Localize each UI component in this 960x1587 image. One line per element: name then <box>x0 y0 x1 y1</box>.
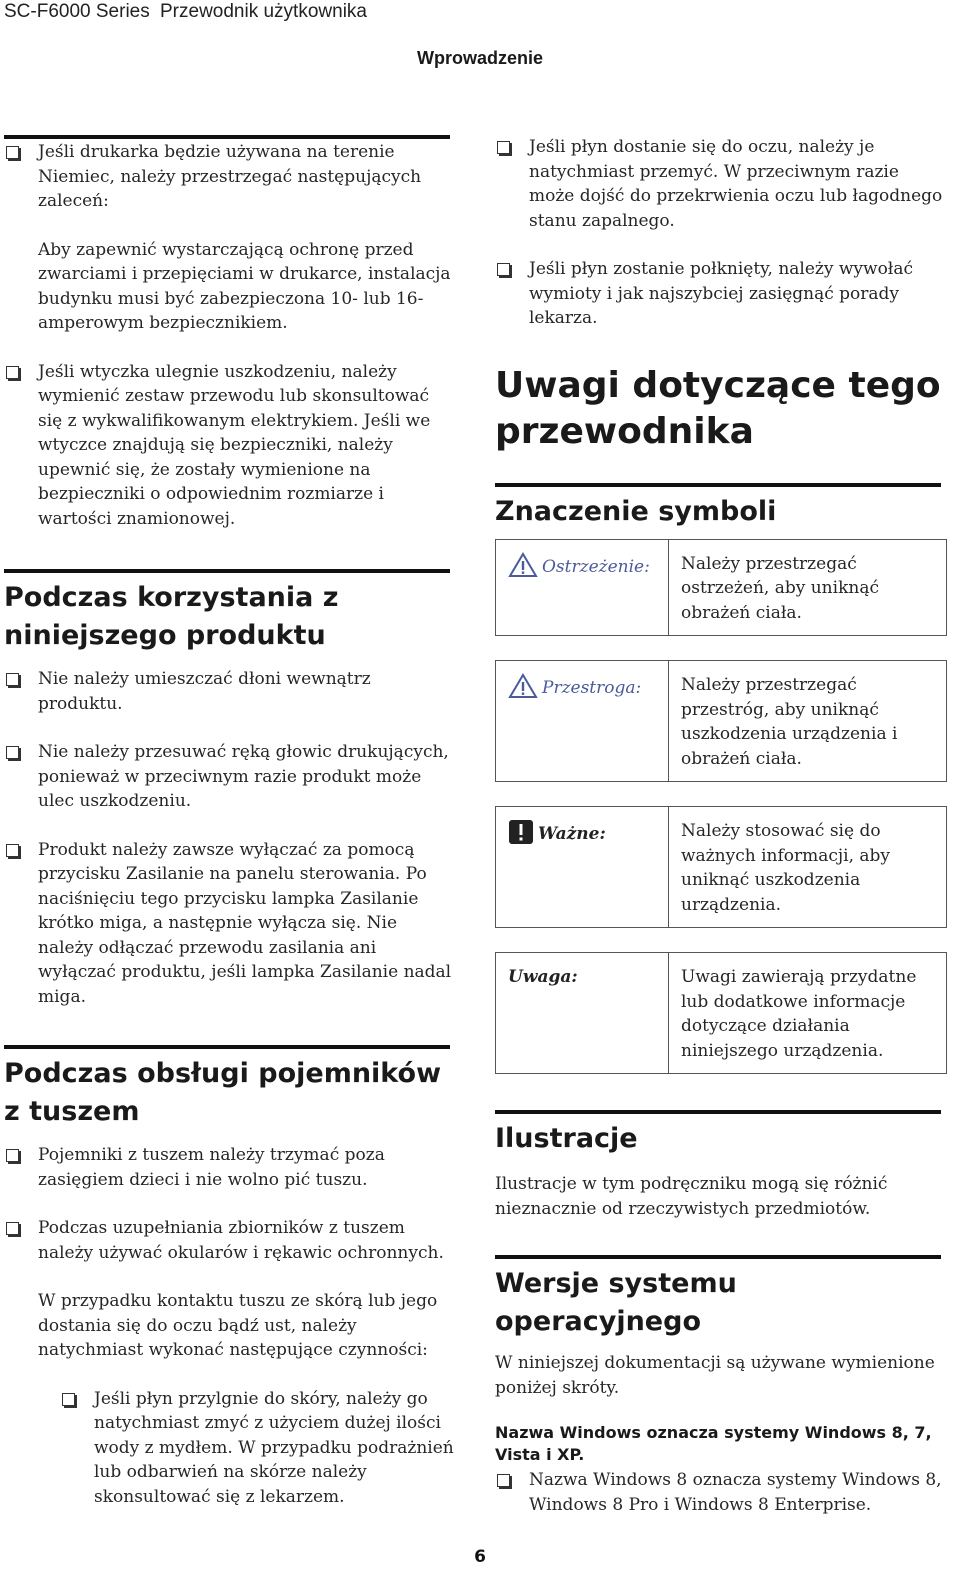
note-text: Aby zapewnić wystarczającą ochronę przed zwarciami i przepięciami w drukarce, instalacja budynku musi być zabezpieczona 10- lub 16-amperowym bezpiecznikiem. <box>38 239 451 333</box>
symbol-text: Należy przestrzegać ostrzeżeń, aby uniknąć obrażeń ciała. <box>669 539 947 636</box>
list-item: Jeśli płyn zostanie połknięty, należy wywołać wymioty i jak najszybciej zasięgnąć porady lekarza. <box>495 257 947 331</box>
product-name: SC-F6000 Series <box>4 1 150 22</box>
symbol-label: Ważne: <box>538 824 606 844</box>
list-item: Jeśli płyn dostanie się do oczu, należy je natychmiast przemyć. W przeciwnym razie może dojść do przekrwienia oczu lub łagodnego stanu zapalnego. <box>495 135 947 233</box>
symbol-label-cell <box>496 807 669 928</box>
symbol-label-cell <box>496 661 669 782</box>
list-item: Nie należy przesuwać ręką głowic drukujących, ponieważ w przeciwnym razie produkt może ulec uszkodzeniu. <box>4 740 456 814</box>
heading-os-versions: Wersje systemu operacyjnego <box>495 1268 737 1337</box>
divider <box>495 1255 941 1259</box>
symbol-label: Ostrzeżenie: <box>542 556 650 577</box>
symbol-label-cell <box>496 539 669 636</box>
divider <box>495 483 941 487</box>
symbol-table-warning <box>495 539 947 637</box>
symbol-text: Uwagi zawierają przydatne lub dodatkowe informacje dotyczące działania niniejszego urządzenia. <box>669 953 947 1074</box>
list-item: Jeśli drukarka będzie używana na terenie Niemiec, należy przestrzegać następujących zaleceń: <box>4 140 456 214</box>
warning-triangle-icon <box>508 552 538 578</box>
list-item: Produkt należy zawsze wyłączać za pomocą przycisku Zasilanie na panelu sterowania. Po naciśnięciu tego przycisku lampka Zasilanie krótko miga, a następnie wyłącza się. Nie należy odłączać przewodu zasilania ani wyłączać produktu, jeśli lampka Zasilanie nadal miga. <box>4 838 456 1010</box>
page-number: 6 <box>474 1547 486 1567</box>
symbol-table-note <box>495 952 947 1074</box>
symbol-table-important <box>495 806 947 928</box>
heading-product-use: Podczas korzystania z niniejszego produktu <box>4 582 339 651</box>
left-column <box>4 135 456 1509</box>
list-item: Pojemniki z tuszem należy trzymać poza zasięgiem dzieci i nie wolno pić tuszu. <box>4 1143 456 1192</box>
exclamation-box-icon <box>508 819 534 845</box>
heading-illustrations: Ilustracje <box>495 1123 638 1154</box>
symbol-table-caution <box>495 660 947 782</box>
symbol-label: Przestroga: <box>542 678 642 698</box>
list-item: Nazwa Windows 8 oznacza systemy Windows 8, Windows 8 Pro i Windows 8 Enterprise. <box>495 1468 947 1517</box>
symbol-label: Uwaga: <box>508 967 578 987</box>
heading-guide-notes: Uwagi dotyczące tego przewodnika <box>495 364 941 452</box>
section-title: Wprowadzenie <box>416 48 543 68</box>
divider <box>495 1110 941 1114</box>
paragraph: Ilustracje w tym podręczniku mogą się różnić nieznacznie od rzeczywistych przedmiotów. <box>495 1174 888 1219</box>
list-item: Jeśli wtyczka ulegnie uszkodzeniu, należy wymienić zestaw przewodu lub skonsultować się z wykwalifikowanym elektrykiem. Jeśli we wtyczce znajdują się bezpieczniki, należy upewnić się, że zostały wymienione na bezpieczniki o odpowiednim rozmiarze i wartości znamionowej. <box>4 360 456 532</box>
divider <box>4 569 450 573</box>
list-item: Nie należy umieszczać dłoni wewnątrz produktu. <box>4 667 456 716</box>
divider <box>4 1045 450 1049</box>
symbol-label-cell <box>496 953 669 1074</box>
right-column <box>495 135 947 1517</box>
list-item: Podczas uzupełniania zbiorników z tuszem należy używać okularów i rękawic ochronnych. <box>4 1216 456 1265</box>
divider <box>4 135 450 139</box>
caution-triangle-icon <box>508 673 538 699</box>
heading-symbols: Znaczenie symboli <box>495 495 777 527</box>
heading-ink: Podczas obsługi pojemników z tuszem <box>4 1058 442 1127</box>
symbol-text: Należy stosować się do ważnych informacji, aby uniknąć uszkodzenia urządzenia. <box>669 807 947 928</box>
note-text: W przypadku kontaktu tuszu ze skórą lub jego dostania się do oczu bądź ust, należy natychmiast wykonać następujące czynności: <box>38 1291 438 1360</box>
subheading-windows: Nazwa Windows oznacza systemy Windows 8, 7, Vista i XP. <box>495 1423 932 1464</box>
symbol-text: Należy przestrzegać przestróg, aby uniknąć uszkodzenia urządzenia i obrażeń ciała. <box>669 661 947 782</box>
paragraph: W niniejszej dokumentacji są używane wymienione poniżej skróty. <box>495 1353 935 1398</box>
guide-title: Przewodnik użytkownika <box>160 1 367 22</box>
sub-list-item: Jeśli płyn przylgnie do skóry, należy go natychmiast zmyć z użyciem dużej ilości wody z mydłem. W przypadku podrażnień lub odbarwień na skórze należy skonsultować się z lekarzem. <box>4 1387 456 1510</box>
